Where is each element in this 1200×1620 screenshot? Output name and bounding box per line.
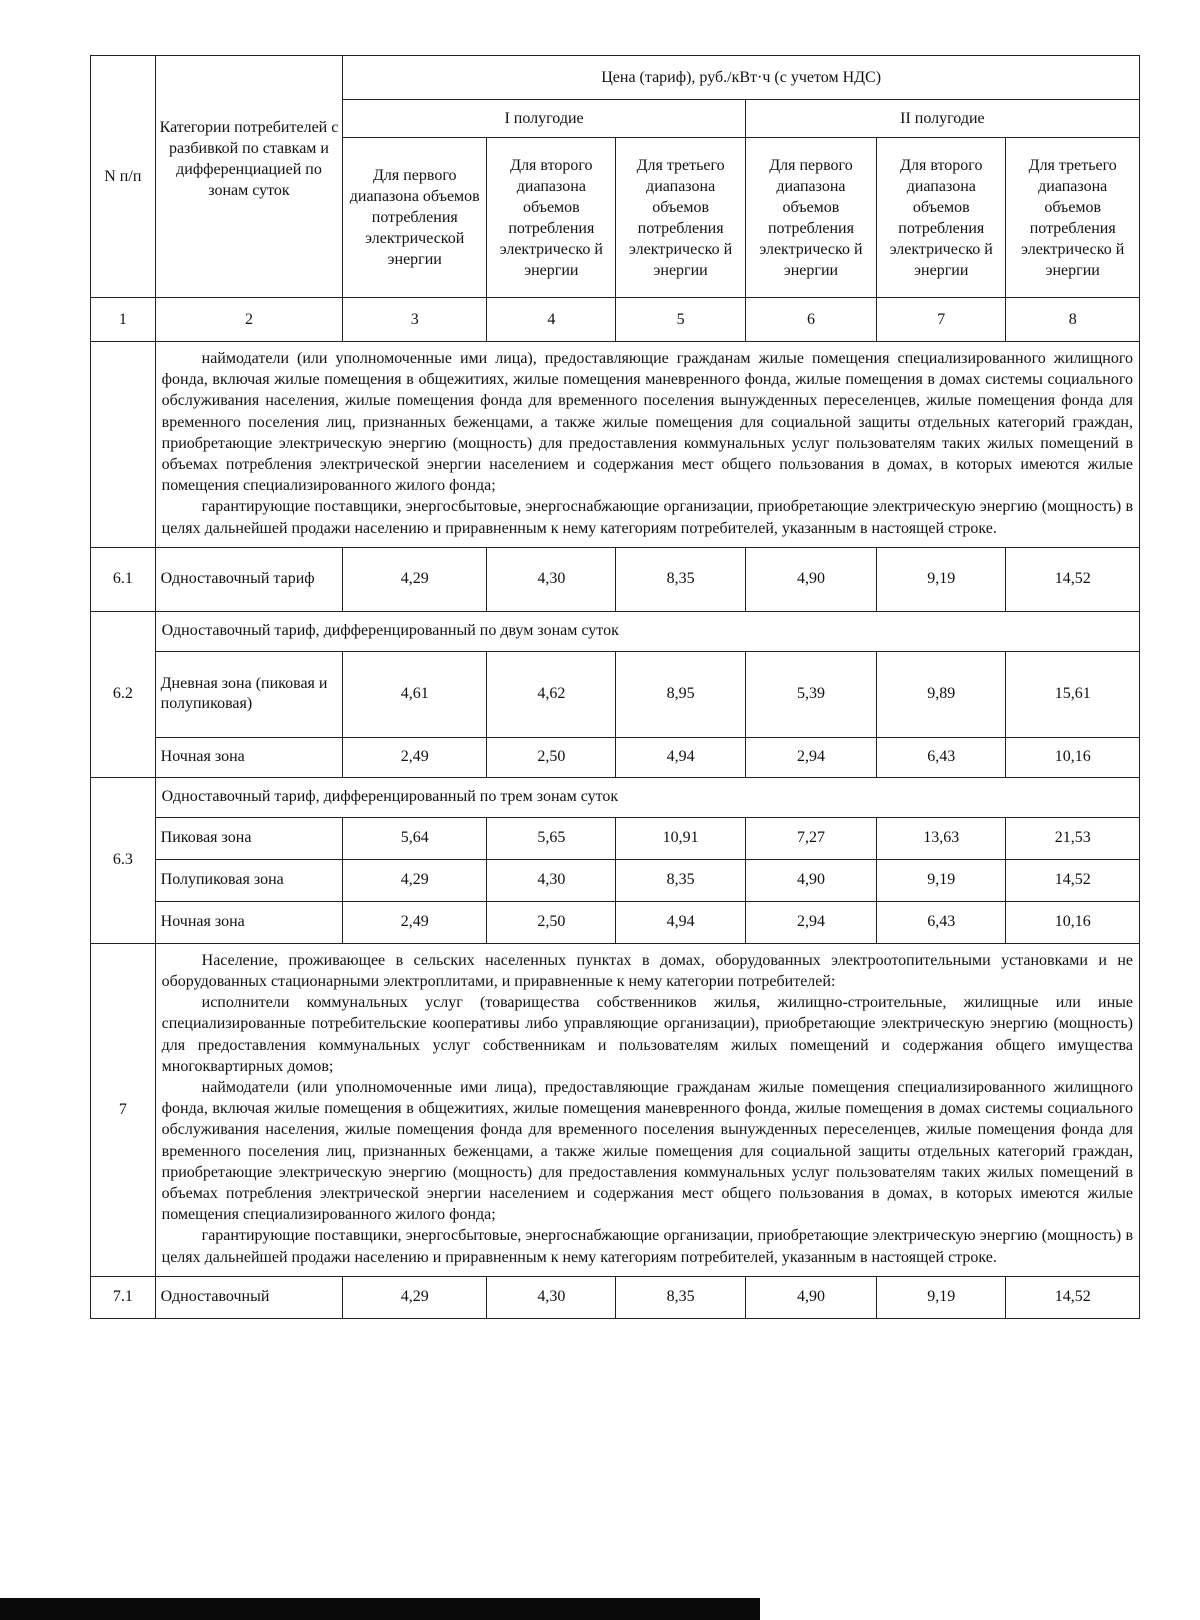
value-cell: 4,62 (487, 651, 616, 737)
value-cell: 9,19 (877, 547, 1006, 611)
section-6-paragraph: гарантирующие поставщики, энергосбытовые, энергоснабжающие организации, приобретающие электрическую энергию (мощность) в целях дальнейшей продажи населению и приравненным к нему категориям потребителей, указанным в настоящей строке. (161, 498, 1133, 537)
row-6-2-title-text: Одноставочный тариф, дифференцированный по двум зонам суток (155, 611, 1139, 651)
value-cell: 2,94 (745, 737, 876, 777)
header-range-3-h2: Для третьего диапазона объемов потребления электрическо й энергии (1006, 138, 1140, 298)
index-row (91, 298, 1140, 342)
row-6-3-peak-label: Пиковая зона (155, 817, 343, 859)
index-cell: 7 (877, 298, 1006, 342)
value-cell: 2,49 (343, 737, 487, 777)
value-cell: 4,90 (745, 547, 876, 611)
value-cell: 2,49 (343, 901, 487, 943)
value-cell: 6,43 (877, 901, 1006, 943)
row-6-2-num: 6.2 (91, 611, 156, 777)
row-6-1-num: 6.1 (91, 547, 156, 611)
value-cell: 7,27 (745, 817, 876, 859)
row-6-2-title (91, 611, 1140, 651)
header-half-1: I полугодие (343, 100, 745, 138)
index-cell: 8 (1006, 298, 1140, 342)
row-6-3-title-text: Одноставочный тариф, дифференцированный по трем зонам суток (155, 777, 1139, 817)
header-category: Категории потребителей с разбивкой по ставкам и дифференциацией по зонам суток (155, 56, 343, 298)
value-cell: 14,52 (1006, 859, 1140, 901)
row-6-2-day (91, 651, 1140, 737)
value-cell: 21,53 (1006, 817, 1140, 859)
section-7-num: 7 (91, 943, 156, 1276)
row-6-3-semi (91, 859, 1140, 901)
value-cell: 4,30 (487, 1276, 616, 1318)
section-6-paragraph: наймодатели (или уполномоченные ими лица), предоставляющие гражданам жилые помещения специализированного жилищного фонда, включая жилые помещения в общежитиях, жилые помещения маневренного фонда, жилые помещения в домах системы социального обслуживания населения, жилые помещения фонда для временного поселения вынужденных переселенцев, жилые помещения фонда для временного поселения лиц, признанных беженцами, а также жилые помещения для социальной защиты отдельных категорий граждан, приобретающие электрическую энергию (мощность) для предоставления коммунальных услуг пользователям таких жилых помещений в объемах потребления электрической энергии населением и содержания мест общего пользования в домах, в которых имеются жилые помещения специализированного жилого фонда; (161, 350, 1133, 495)
index-cell: 4 (487, 298, 616, 342)
row-7-1 (91, 1276, 1140, 1318)
value-cell: 4,61 (343, 651, 487, 737)
row-6-2-night-label: Ночная зона (155, 737, 343, 777)
row-6-1 (91, 547, 1140, 611)
row-6-3-peak (91, 817, 1140, 859)
header-row-1 (91, 56, 1140, 100)
section-7-paragraph: Население, проживающее в сельских населенных пунктах в домах, оборудованных электроотопительными установками и не оборудованных стационарными электроплитами, и приравненные к нему категории потребителей: (161, 951, 1133, 991)
value-cell: 15,61 (1006, 651, 1140, 737)
value-cell: 8,35 (616, 1276, 745, 1318)
index-cell: 1 (91, 298, 156, 342)
header-price-title: Цена (тариф), руб./кВт·ч (с учетом НДС) (343, 56, 1140, 100)
value-cell: 8,35 (616, 859, 745, 901)
scan-edge-bar (0, 1598, 760, 1620)
row-6-1-label: Одноставочный тариф (155, 547, 343, 611)
section-6-text-row (91, 342, 1140, 548)
value-cell: 8,35 (616, 547, 745, 611)
section-7-paragraph: исполнители коммунальных услуг (товарищества собственников жилья, жилищно-строительные, жилищные или иные специализированные потребительские кооперативы либо управляющие организации), приобретающие электрическую энергию (мощность) для предоставления коммунальных услуг собственникам и пользователям жилых помещений и содержания общего имущества многоквартирных домов; (161, 994, 1133, 1075)
row-6-3-num: 6.3 (91, 777, 156, 943)
value-cell: 10,91 (616, 817, 745, 859)
value-cell: 4,29 (343, 547, 487, 611)
value-cell: 5,65 (487, 817, 616, 859)
value-cell: 4,94 (616, 901, 745, 943)
value-cell: 2,50 (487, 737, 616, 777)
index-cell: 3 (343, 298, 487, 342)
row-6-3-night (91, 901, 1140, 943)
section-7-paragraph: наймодатели (или уполномоченные ими лица), предоставляющие гражданам жилые помещения специализированного жилищного фонда, включая жилые помещения в общежитиях, жилые помещения маневренного фонда, жилые помещения в домах системы социального обслуживания населения, жилые помещения фонда для временного поселения вынужденных переселенцев, жилые помещения фонда для временного поселения лиц, признанных беженцами, а также жилые помещения для социальной защиты отдельных категорий граждан, приобретающие электрическую энергию (мощность) для предоставления коммунальных услуг пользователям таких жилых помещений в объемах потребления электрической энергии населением и содержания мест общего пользования в домах, в которых имеются жилые помещения специализированного жилого фонда; (161, 1079, 1133, 1224)
tariff-table (90, 55, 1140, 1319)
value-cell: 4,30 (487, 547, 616, 611)
value-cell: 9,19 (877, 859, 1006, 901)
value-cell: 9,19 (877, 1276, 1006, 1318)
row-6-2-day-label (155, 651, 343, 737)
section-7-text (155, 943, 1139, 1276)
row-6-3-night-label: Ночная зона (155, 901, 343, 943)
section-7-row (91, 943, 1140, 1276)
tariff-table-sheet (90, 55, 1140, 1319)
header-range-2-h2: Для второго диапазона объемов потребления электрическо й энергии (877, 138, 1006, 298)
row-7-1-num: 7.1 (91, 1276, 156, 1318)
section-6-text (155, 342, 1139, 548)
value-cell: 10,16 (1006, 737, 1140, 777)
value-cell: 6,43 (877, 737, 1006, 777)
section-7-paragraph: гарантирующие поставщики, энергосбытовые, энергоснабжающие организации, приобретающие электрическую энергию (мощность) в целях дальнейшей продажи населению и приравненным к нему категориям потребителей, указанным в настоящей строке. (161, 1227, 1133, 1266)
value-cell: 9,89 (877, 651, 1006, 737)
value-cell: 4,94 (616, 737, 745, 777)
index-cell: 6 (745, 298, 876, 342)
value-cell: 4,90 (745, 1276, 876, 1318)
row-6-3-semi-label: Полупиковая зона (155, 859, 343, 901)
value-cell: 5,64 (343, 817, 487, 859)
header-range-2: Для второго диапазона объемов потребления электрическо й энергии (487, 138, 616, 298)
row-6-2-night (91, 737, 1140, 777)
value-cell: 14,52 (1006, 547, 1140, 611)
value-cell: 4,30 (487, 859, 616, 901)
section-6-num-empty (91, 342, 156, 548)
value-cell: 13,63 (877, 817, 1006, 859)
value-cell: 10,16 (1006, 901, 1140, 943)
value-cell: 4,29 (343, 1276, 487, 1318)
value-cell: 8,95 (616, 651, 745, 737)
value-cell: 4,29 (343, 859, 487, 901)
header-range-1: Для первого диапазона объемов потребления электрической энергии (343, 138, 487, 298)
value-cell: 2,94 (745, 901, 876, 943)
index-cell: 5 (616, 298, 745, 342)
header-num: N п/п (91, 56, 156, 298)
header-range-1-h2: Для первого диапазона объемов потребления электрическо й энергии (745, 138, 876, 298)
row-6-2-day-label-text: Дневная зона (пиковая и полупиковая) (160, 675, 328, 713)
index-cell: 2 (155, 298, 343, 342)
value-cell: 5,39 (745, 651, 876, 737)
header-range-3: Для третьего диапазона объемов потребления электрическо й энергии (616, 138, 745, 298)
row-7-1-label: Одноставочный (155, 1276, 343, 1318)
value-cell: 14,52 (1006, 1276, 1140, 1318)
value-cell: 4,90 (745, 859, 876, 901)
value-cell: 2,50 (487, 901, 616, 943)
header-half-2: II полугодие (745, 100, 1139, 138)
row-6-3-title (91, 777, 1140, 817)
